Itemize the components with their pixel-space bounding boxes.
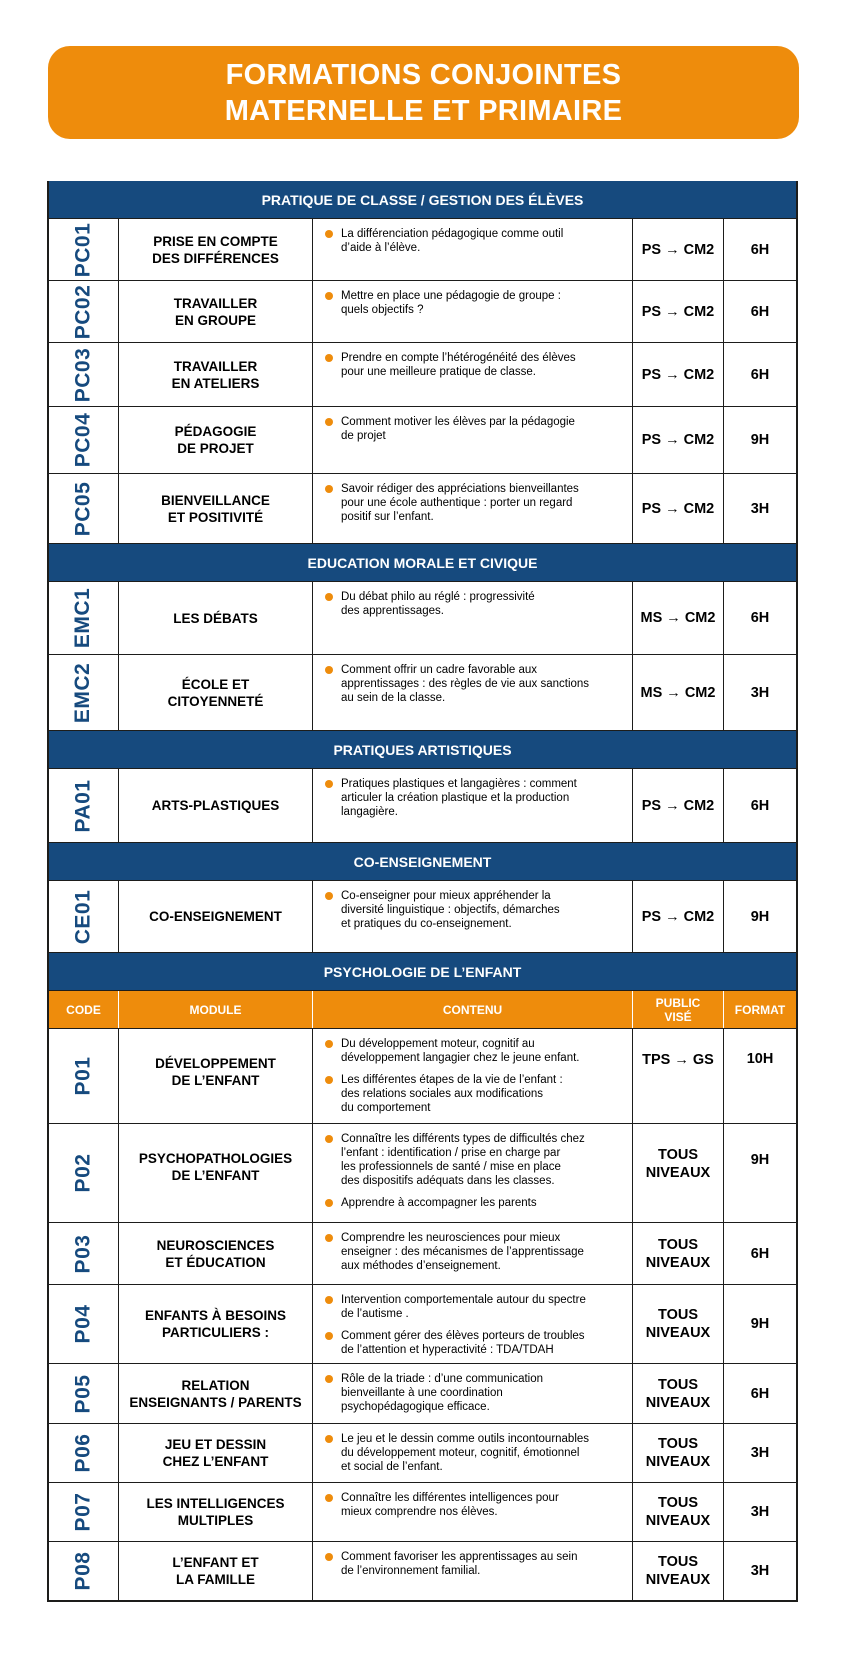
module-title: CO-ENSEIGNEMENT [149,909,282,924]
bullet-dot-icon [325,1234,333,1242]
format-cell: 10H [746,1051,774,1067]
code-cell [49,1483,119,1541]
target-public: PS → CM2 [641,303,715,320]
target-public: TOUS NIVEAUX [645,1376,711,1411]
content-cell [313,1029,633,1123]
content-cell [313,407,633,473]
target-public: PS → CM2 [641,797,715,814]
format-cell: 6H [750,1385,770,1402]
module-code: EMC2 [71,662,95,723]
table-row [49,655,796,731]
format-cell: 3H [750,1445,770,1461]
code-cell [49,881,119,952]
table-row [49,769,796,843]
bullet-dot-icon [325,593,333,601]
section-header-education-morale: EDUCATION MORALE ET CIVIQUE [49,544,796,582]
public-cell [633,407,724,473]
module-title: LES DÉBATS [173,610,258,626]
module-title: DÉVELOPPEMENT DE L’ENFANT [155,1056,276,1088]
module-code: PC04 [71,412,95,468]
format-cell: 3H [750,684,770,701]
content-bullet: La différenciation pédagogique comme outil d’aide à l’élève. [321,227,624,255]
target-public: PS → CM2 [641,500,715,517]
table-row [49,1223,796,1285]
format-cell: 3H [750,1504,770,1520]
title-line-2: MATERNELLE ET PRIMAIRE [224,94,623,127]
format-cell: 9H [750,1316,770,1332]
table-row [49,1542,796,1600]
code-cell [49,407,119,473]
bullet-dot-icon [325,1435,333,1443]
format-cell: 3H [750,1563,770,1579]
content-cell [313,1285,633,1363]
table-row [49,281,796,343]
format-cell: 9H [750,1152,770,1168]
content-bullet: Du développement moteur, cognitif au développement langagier chez le jeune enfant. [321,1037,624,1065]
format-cell: 3H [750,500,770,517]
module-cell [119,281,313,342]
table-row [49,1285,796,1364]
bullet-dot-icon [325,292,333,300]
code-cell [49,1029,119,1123]
public-cell [633,281,724,342]
format-cell: 9H [750,432,770,448]
column-header-format: FORMAT [734,1002,786,1017]
public-cell [633,1364,724,1423]
table-row [49,1124,796,1223]
table-row [49,407,796,474]
content-cell [313,1223,633,1284]
content-bullet: Savoir rédiger des appréciations bienveillantes pour une école authentique : porter un regard positif sur l’enfant. [321,482,624,524]
module-code: P01 [71,1056,95,1096]
table-row [49,582,796,655]
target-public: TOUS NIVEAUX [645,1495,711,1529]
target-public: PS → CM2 [641,241,715,258]
content-bullet: Connaître les différentes intelligences pour mieux comprendre nos élèves. [321,1491,624,1519]
table-row [49,1029,796,1124]
trainings-table [47,181,798,1602]
target-public: PS → CM2 [641,366,715,383]
module-title: LES INTELLIGENCES MULTIPLES [146,1496,285,1528]
public-cell [633,1124,724,1222]
table-row [49,474,796,544]
content-bullet: Comprendre les neurosciences pour mieux enseigner : des mécanismes de l’apprentissage aux méthodes d’enseignement. [321,1231,624,1273]
code-cell [49,219,119,280]
content-bullet: Mettre en place une pédagogie de groupe : quels objectifs ? [321,289,624,317]
code-cell [49,474,119,543]
content-cell [313,1424,633,1482]
bullet-dot-icon [325,1135,333,1143]
content-bullet: Comment gérer des élèves porteurs de troubles de l’attention et hyperactivité : TDA/TDAH [321,1329,624,1357]
module-cell [119,1364,313,1423]
code-cell [49,1542,119,1600]
code-cell [49,281,119,342]
module-cell [119,769,313,842]
target-public: TOUS NIVEAUX [645,1307,711,1341]
public-cell [633,1223,724,1284]
bullet-dot-icon [325,1553,333,1561]
table-row [49,1483,796,1542]
section-header-pratiques-artistiques: PRATIQUES ARTISTIQUES [49,731,796,769]
content-bullet: Du débat philo au réglé : progressivité des apprentissages. [321,590,624,618]
content-bullet: Apprendre à accompagner les parents [321,1196,624,1210]
content-cell [313,1542,633,1600]
public-cell [633,1029,724,1123]
module-code: P07 [71,1492,95,1532]
table-row [49,343,796,407]
code-cell [49,1424,119,1482]
module-code: P04 [71,1304,95,1344]
module-cell [119,655,313,730]
module-title: BIENVEILLANCE ET POSITIVITÉ [161,492,270,525]
table-row [49,881,796,953]
content-bullet: Comment motiver les élèves par la pédagogie de projet [321,415,624,443]
target-public: TOUS NIVEAUX [645,1236,711,1271]
table-row [49,219,796,281]
content-bullet: Rôle de la triade : d’une communication bienveillante à une coordination psychopédagogique efficace. [321,1372,624,1414]
content-cell [313,881,633,952]
content-bullet: Les différentes étapes de la vie de l’enfant : des relations sociales aux modifications du comportement [321,1073,624,1115]
module-code: PC03 [71,347,95,402]
bullet-dot-icon [325,1076,333,1084]
module-title: JEU ET DESSIN CHEZ L’ENFANT [162,1437,269,1469]
module-title: RELATION ENSEIGNANTS / PARENTS [129,1377,302,1410]
public-cell [633,1542,724,1600]
module-cell [119,582,313,654]
module-cell [119,1542,313,1600]
target-public: MS → CM2 [640,610,716,626]
public-cell [633,1285,724,1363]
module-code: PC02 [71,284,95,339]
bullet-dot-icon [325,485,333,493]
content-cell [313,474,633,543]
code-cell [49,1124,119,1222]
code-cell [49,655,119,730]
module-cell [119,407,313,473]
module-cell [119,1424,313,1482]
module-code: P03 [71,1234,95,1273]
bullet-dot-icon [325,892,333,900]
bullet-dot-icon [325,1199,333,1207]
content-cell [313,219,633,280]
target-public: TOUS NIVEAUX [645,1436,711,1470]
code-cell [49,769,119,842]
bullet-dot-icon [325,354,333,362]
content-bullet: Prendre en compte l’hétérogénéité des élèves pour une meilleure pratique de classe. [321,351,624,379]
public-cell [633,1424,724,1482]
format-cell: 6H [750,1245,770,1262]
public-cell [633,582,724,654]
content-cell [313,1364,633,1423]
column-header-row [49,991,796,1029]
content-cell [313,281,633,342]
table-row [49,1424,796,1483]
module-cell [119,1124,313,1222]
bullet-dot-icon [325,1296,333,1304]
content-cell [313,655,633,730]
content-bullet: Comment offrir un cadre favorable aux apprentissages : des règles de vie aux sanctions au sein de la classe. [321,663,624,705]
format-cell: 9H [750,908,770,925]
format-cell: 6H [750,366,770,383]
module-title: PRISE EN COMPTE DES DIFFÉRENCES [152,233,279,266]
public-cell [633,655,724,730]
module-code: EMC1 [71,587,95,649]
module-title: L’ENFANT ET LA FAMILLE [172,1555,259,1587]
target-public: TOUS NIVEAUX [645,1554,711,1588]
module-cell [119,1285,313,1363]
module-title: ÉCOLE ET CITOYENNETÉ [167,676,264,709]
public-cell [633,219,724,280]
module-code: PC05 [71,481,95,536]
bullet-dot-icon [325,1494,333,1502]
content-bullet: Le jeu et le dessin comme outils incontournables du développement moteur, cognitif, émotionnel et social de l’enfant. [321,1432,624,1474]
bullet-dot-icon [325,666,333,674]
column-header-public: PUBLIC VISÉ [633,991,724,1028]
module-title: PSYCHOPATHOLOGIES DE L’ENFANT [138,1151,293,1183]
code-cell [49,1364,119,1423]
format-cell: 6H [750,303,770,320]
public-cell [633,474,724,543]
table-row [49,1364,796,1424]
section-header-pratique-de-classe: PRATIQUE DE CLASSE / GESTION DES ÉLÈVES [49,181,796,219]
bullet-dot-icon [325,1332,333,1340]
module-title: TRAVAILLER EN ATELIERS [171,358,260,391]
module-cell [119,1223,313,1284]
bullet-dot-icon [325,1040,333,1048]
content-cell [313,1483,633,1541]
module-cell [119,881,313,952]
section-header-co-enseignement: CO-ENSEIGNEMENT [49,843,796,881]
public-cell [633,1483,724,1541]
column-header-content: CONTENU [313,991,633,1028]
title-banner [48,46,799,139]
format-cell: 6H [750,610,770,626]
bullet-dot-icon [325,1375,333,1383]
content-cell [313,582,633,654]
code-cell [49,343,119,406]
target-public: PS → CM2 [641,908,715,925]
module-title: ENFANTS À BESOINS PARTICULIERS : [144,1308,287,1340]
section-header-psychologie: PSYCHOLOGIE DE L’ENFANT [49,953,796,991]
format-cell: 6H [750,797,770,814]
target-public: MS → CM2 [640,684,716,701]
target-public: TOUS NIVEAUX [645,1147,711,1181]
bullet-dot-icon [325,230,333,238]
module-cell [119,1483,313,1541]
module-cell [119,219,313,280]
module-code: CE01 [71,889,95,944]
title-line-1: FORMATIONS CONJOINTES [225,58,622,91]
content-cell [313,1124,633,1222]
module-title: ARTS-PLASTIQUES [151,798,280,813]
module-code: P02 [71,1153,95,1193]
content-bullet: Pratiques plastiques et langagières : comment articuler la création plastique et la production langagière. [321,777,624,819]
module-code: P06 [71,1433,95,1473]
module-title: NEUROSCIENCES ET ÉDUCATION [156,1237,275,1270]
content-cell [313,343,633,406]
module-cell [119,1029,313,1123]
format-cell: 6H [750,241,770,258]
module-code: PA01 [71,779,95,832]
module-code: P08 [71,1551,95,1591]
code-cell [49,582,119,654]
target-public: TPS → GS [642,1052,714,1068]
content-bullet: Intervention comportementale autour du spectre de l’autisme . [321,1293,624,1321]
public-cell [633,343,724,406]
content-bullet: Co-enseigner pour mieux appréhender la diversité linguistique : objectifs, démarches et pratiques du co-enseignement. [321,889,624,931]
target-public: PS → CM2 [641,432,715,448]
content-cell [313,769,633,842]
content-bullet: Connaître les différents types de difficultés chez l’enfant : identification / prise en charge par les professionnels de santé / mise en place des dispositifs adéquats dans les classes. [321,1132,624,1188]
module-code: P05 [71,1374,95,1413]
content-bullet: Comment favoriser les apprentissages au sein de l’environnement familial. [321,1550,624,1578]
code-cell [49,1223,119,1284]
module-title: PÉDAGOGIE DE PROJET [174,424,257,456]
module-code: PC01 [71,222,95,277]
bullet-dot-icon [325,780,333,788]
module-cell [119,343,313,406]
module-title: TRAVAILLER EN GROUPE [173,295,258,328]
column-header-module: MODULE [119,991,313,1028]
module-cell [119,474,313,543]
public-cell [633,769,724,842]
code-cell [49,1285,119,1363]
public-cell [633,881,724,952]
column-header-code: CODE [49,991,119,1028]
bullet-dot-icon [325,418,333,426]
